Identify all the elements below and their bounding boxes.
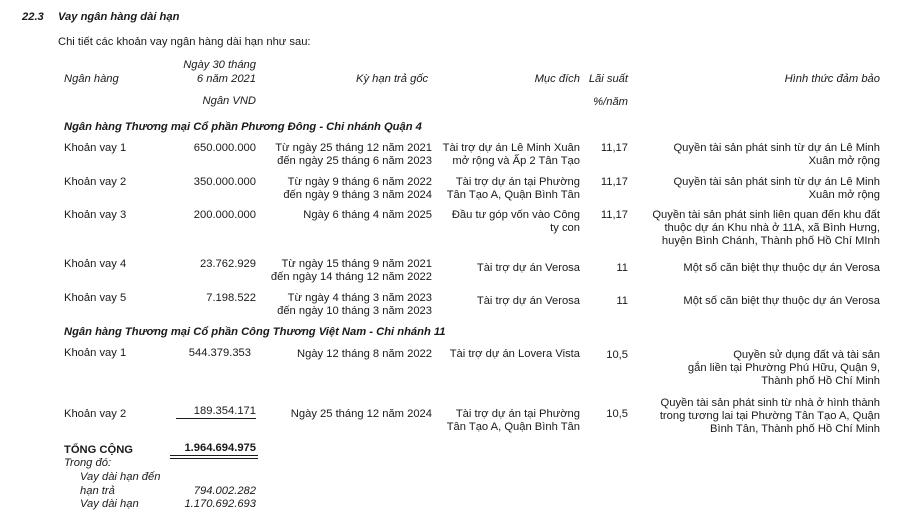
loan-collateral: Xuân mở rộng bbox=[808, 155, 880, 167]
header-bank: Ngân hàng bbox=[64, 73, 119, 85]
loan-purpose: Đầu tư góp vốn vào Công bbox=[451, 209, 580, 221]
header-purpose: Mục đích bbox=[534, 73, 580, 85]
loan-collateral: Bình Tân, Thành phố Hồ Chí Minh bbox=[710, 423, 880, 435]
loan-rate: 11 bbox=[616, 295, 628, 307]
header-term: Kỳ hạn trả gốc bbox=[356, 73, 429, 85]
loan-amount: 200.000.000 bbox=[193, 209, 256, 221]
loan-name: Khoản vay 1 bbox=[64, 142, 127, 154]
loan-collateral: Xuân mở rộng bbox=[808, 189, 880, 201]
section-title: Vay ngân hàng dài hạn bbox=[58, 11, 180, 23]
loan-term: Ngày 25 tháng 12 năm 2024 bbox=[290, 408, 432, 420]
loan-rate: 11,17 bbox=[600, 142, 628, 154]
loan-amount: 7.198.522 bbox=[206, 292, 256, 304]
loan-purpose: mở rộng và Ấp 2 Tân Tạo bbox=[452, 155, 580, 167]
header-date-line1: Ngày 30 tháng bbox=[183, 59, 256, 71]
loan-purpose: Tân Tạo A, Quận Bình Tân bbox=[446, 421, 580, 433]
loan-name: Khoản vay 4 bbox=[64, 258, 127, 270]
loan-purpose: Tài trợ dự án tại Phường bbox=[455, 408, 580, 420]
loan-collateral: Quyền tài sản phát sinh từ dự án Lê Minh bbox=[673, 142, 880, 154]
loan-purpose: Tài trợ dự án Verosa bbox=[476, 295, 580, 307]
loan-term: Ngày 6 tháng 4 năm 2025 bbox=[303, 209, 432, 221]
loan-collateral: Thành phố Hồ Chí Minh bbox=[761, 375, 880, 387]
total-underline-1 bbox=[170, 455, 258, 456]
loan-term: Từ ngày 15 tháng 9 năm 2021 bbox=[281, 258, 432, 270]
loan-term: Từ ngày 4 tháng 3 năm 2023 bbox=[287, 292, 432, 304]
loan-purpose: ty con bbox=[550, 222, 580, 234]
amount-underline bbox=[176, 418, 256, 419]
loan-collateral: Quyền tài sản phát sinh từ nhà ở hình thành bbox=[660, 397, 880, 409]
header-currency: Ngân VND bbox=[202, 95, 256, 107]
loan-term: đến ngày 14 tháng 12 năm 2022 bbox=[270, 271, 432, 283]
loan-purpose: Tài trợ dự án Verosa bbox=[476, 262, 580, 274]
loan-term: đến ngày 9 tháng 3 năm 2024 bbox=[283, 189, 432, 201]
total-underline-2 bbox=[170, 458, 258, 459]
header-rate-line1: Lãi suất bbox=[588, 73, 628, 85]
breakdown-current-label: hạn trả bbox=[80, 485, 115, 497]
breakdown-long-label: Vay dài hạn bbox=[80, 498, 139, 510]
loan-rate: 11,17 bbox=[600, 176, 628, 188]
loan-amount: 189.354.171 bbox=[193, 405, 256, 417]
breakdown-current-label: Vay dài hạn đến bbox=[80, 471, 161, 483]
section-number: 22.3 bbox=[22, 11, 44, 23]
intro-text: Chi tiết các khoản vay ngân hàng dài hạn như sau: bbox=[58, 36, 311, 48]
loan-collateral: huyện Bình Chánh, Thành phố Hồ Chí MInh bbox=[661, 235, 880, 247]
loan-collateral: Quyền sử dụng đất và tài sản bbox=[733, 349, 880, 361]
header-date-line2: 6 năm 2021 bbox=[196, 73, 256, 85]
loan-purpose: Tân Tạo A, Quận Bình Tân bbox=[446, 189, 580, 201]
loan-amount: 650.000.000 bbox=[193, 142, 256, 154]
loan-rate: 11,17 bbox=[600, 209, 628, 221]
loan-collateral: Quyền tài sản phát sinh liên quan đến khu đất bbox=[652, 209, 880, 221]
loan-collateral: Một số căn biệt thự thuộc dự án Verosa bbox=[683, 295, 880, 307]
loan-name: Khoản vay 2 bbox=[64, 176, 127, 188]
loan-collateral: Một số căn biệt thự thuộc dự án Verosa bbox=[683, 262, 880, 274]
loan-term: Từ ngày 9 tháng 6 năm 2022 bbox=[287, 176, 432, 188]
total-amount: 1.964.694.975 bbox=[184, 442, 256, 454]
loan-purpose: Tài trợ dự án Lovera Vista bbox=[449, 348, 580, 360]
loan-purpose: Tài trợ dự án tại Phường bbox=[455, 176, 580, 188]
loan-purpose: Tài trợ dự án Lê Minh Xuân bbox=[442, 142, 580, 154]
loan-collateral: trong tương lai tại Phường Tân Tạo A, Quận bbox=[659, 410, 880, 422]
loan-name: Khoản vay 2 bbox=[64, 408, 127, 420]
loan-term: Từ ngày 25 tháng 12 năm 2021 bbox=[275, 142, 432, 154]
loan-term: đến ngày 10 tháng 3 năm 2023 bbox=[277, 305, 432, 317]
loan-rate: 11 bbox=[616, 262, 628, 274]
loan-name: Khoản vay 5 bbox=[64, 292, 127, 304]
header-collateral: Hình thức đảm bảo bbox=[784, 73, 880, 85]
group2-title: Ngân hàng Thương mại Cổ phần Công Thương Việt Nam - Chi nhánh 11 bbox=[64, 326, 446, 338]
total-label: TỔNG CỘNG bbox=[64, 444, 133, 456]
loan-amount: 350.000.000 bbox=[193, 176, 256, 188]
loan-rate: 10,5 bbox=[606, 349, 628, 361]
group1-title: Ngân hàng Thương mại Cổ phần Phương Đông - Chi nhánh Quận 4 bbox=[64, 121, 422, 133]
loan-collateral: Quyền tài sản phát sinh từ dự án Lê Minh bbox=[673, 176, 880, 188]
loan-term: đến ngày 25 tháng 6 năm 2023 bbox=[277, 155, 432, 167]
breakdown-label: Trong đó: bbox=[64, 457, 112, 469]
header-rate-line2: %/năm bbox=[593, 96, 628, 108]
loan-collateral: thuộc dự án Khu nhà ở 11A, xã Bình Hưng, bbox=[664, 222, 880, 234]
loan-amount: 23.762.929 bbox=[200, 258, 256, 270]
loan-amount: 544.379.353 bbox=[188, 347, 251, 359]
loan-collateral: gắn liền tại Phường Phú Hữu, Quận 9, bbox=[687, 362, 880, 374]
loan-name: Khoản vay 1 bbox=[64, 347, 127, 359]
breakdown-long-amount: 1.170.692.693 bbox=[184, 498, 256, 510]
loan-rate: 10,5 bbox=[606, 408, 628, 420]
loan-term: Ngày 12 tháng 8 năm 2022 bbox=[297, 348, 432, 360]
breakdown-current-amount: 794.002.282 bbox=[193, 485, 256, 497]
loan-name: Khoản vay 3 bbox=[64, 209, 127, 221]
